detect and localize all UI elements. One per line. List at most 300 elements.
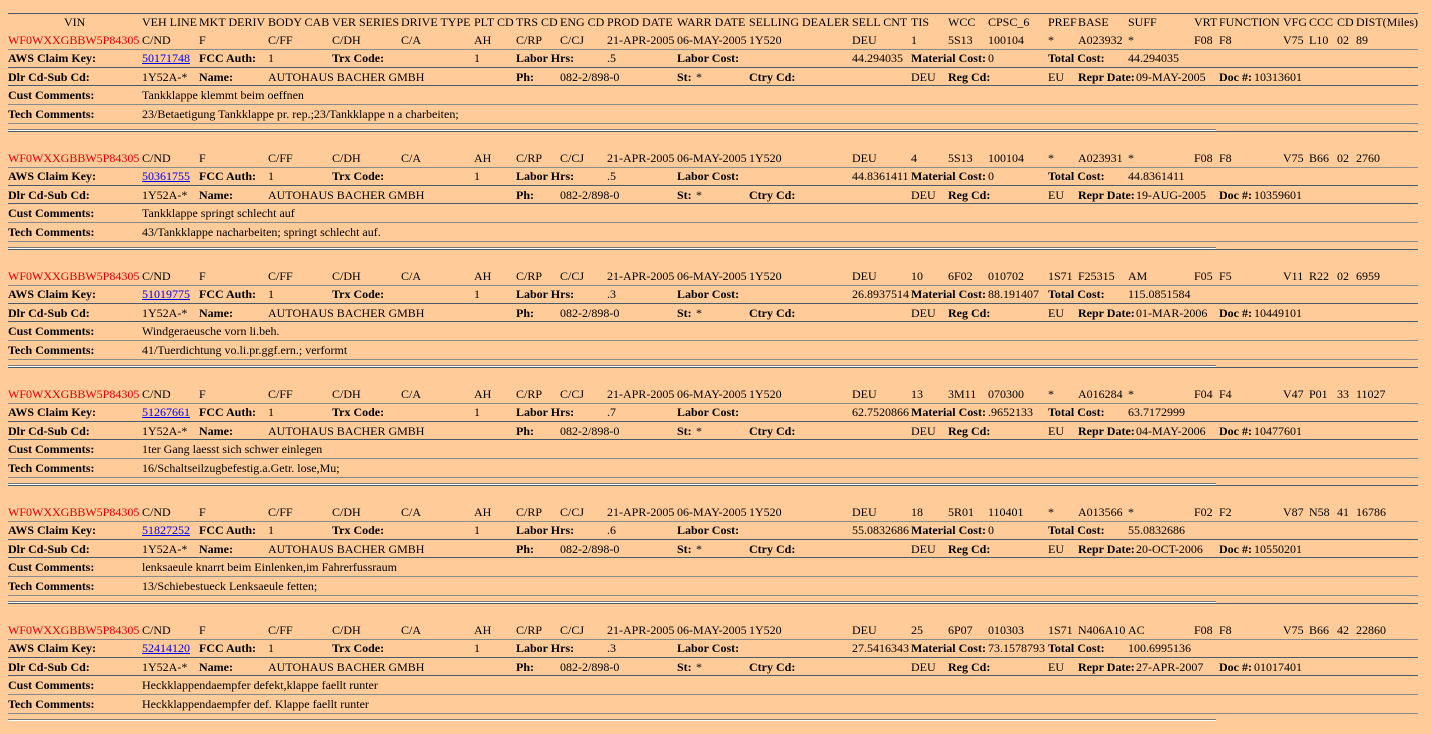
- ccc-value: B66: [1309, 151, 1330, 165]
- total-cost-label: Total Cost:: [1048, 169, 1105, 183]
- material-cost-label: Material Cost:: [911, 641, 986, 655]
- doc-value: 10550201: [1254, 542, 1302, 556]
- dlr-cd-label: Dlr Cd-Sub Cd:: [8, 660, 90, 674]
- trx-code-value: 1: [474, 523, 480, 537]
- claim-key-link[interactable]: 52414120: [142, 641, 190, 655]
- fcc-auth-label: FCC Auth:: [199, 405, 257, 419]
- fcc-auth-value: 1: [268, 51, 274, 65]
- suff-value: *: [1128, 387, 1134, 401]
- ver-series-value: C/DH: [332, 269, 361, 283]
- fcc-auth-label: FCC Auth:: [199, 287, 257, 301]
- ccc-value: L10: [1309, 33, 1329, 47]
- labor-hrs-label: Labor Hrs:: [516, 169, 575, 183]
- labor-cost-label: Labor Cost:: [677, 169, 740, 183]
- tis-value: 1: [911, 33, 917, 47]
- repr-date-value: 01-MAR-2006: [1136, 306, 1208, 320]
- reg-cd-label: Reg Cd:: [948, 306, 991, 320]
- row-divider: [8, 303, 1418, 304]
- dealer-name-value: AUTOHAUS BACHER GMBH: [268, 424, 425, 438]
- header-vfg: VFG: [1283, 15, 1308, 29]
- aws-claim-key-label: AWS Claim Key:: [8, 287, 96, 301]
- eng-cd-value: C/CJ: [560, 151, 585, 165]
- fcc-auth-value: 1: [268, 169, 274, 183]
- header-body-cab: BODY CAB: [268, 15, 330, 29]
- phone-label: Ph:: [516, 660, 534, 674]
- claim-record: [0, 603, 1432, 721]
- cd-value: 33: [1337, 387, 1349, 401]
- row-divider: [8, 367, 1418, 368]
- vin-value: WF0WXXGBBW5P84305: [8, 387, 140, 401]
- repr-date-value: 09-MAY-2005: [1136, 70, 1206, 84]
- tis-value: 4: [911, 151, 917, 165]
- plt-cd-value: AH: [474, 623, 492, 637]
- state-label: St:: [677, 542, 692, 556]
- vrt-value: F05: [1194, 269, 1213, 283]
- dealer-name-value: AUTOHAUS BACHER GMBH: [268, 70, 425, 84]
- row-divider: [8, 713, 1418, 714]
- pref-value: *: [1048, 151, 1054, 165]
- header-wcc: WCC: [948, 15, 976, 29]
- labor-cost-label: Labor Cost:: [677, 51, 740, 65]
- reg-cd-value: EU: [1048, 70, 1064, 84]
- dlr-cd-value: 1Y52A-*: [142, 542, 188, 556]
- total-cost-label: Total Cost:: [1048, 405, 1105, 419]
- dlr-cd-value: 1Y52A-*: [142, 188, 188, 202]
- ctry-cd-value: DEU: [911, 70, 936, 84]
- dlr-cd-label: Dlr Cd-Sub Cd:: [8, 542, 90, 556]
- fcc-auth-value: 1: [268, 641, 274, 655]
- mkt-deriv-value: F: [199, 505, 206, 519]
- vrt-value: F08: [1194, 623, 1213, 637]
- total-cost-value: 55.0832686: [1128, 523, 1185, 537]
- ver-series-value: C/DH: [332, 387, 361, 401]
- material-cost-value: 73.1578793: [988, 641, 1045, 655]
- material-cost-value: 0: [988, 169, 994, 183]
- labor-hrs-value: .7: [607, 405, 616, 419]
- row-divider: [8, 421, 1418, 422]
- row-divider: [8, 85, 1418, 86]
- cust-comments-label: Cust Comments:: [8, 206, 95, 220]
- ctry-cd-label: Ctry Cd:: [749, 188, 796, 202]
- row-divider: [8, 359, 1418, 360]
- header-cpsc: CPSC_6: [988, 15, 1030, 29]
- dealer-name-value: AUTOHAUS BACHER GMBH: [268, 542, 425, 556]
- row-divider: [8, 167, 1418, 168]
- dist-value: 11027: [1356, 387, 1386, 401]
- reg-cd-value: EU: [1048, 660, 1064, 674]
- header-eng-cd: ENG CD: [560, 15, 605, 29]
- tech-comments-label: Tech Comments:: [8, 225, 95, 239]
- state-value: *: [696, 188, 702, 202]
- dlr-cd-label: Dlr Cd-Sub Cd:: [8, 70, 90, 84]
- row-divider: [8, 104, 1418, 105]
- dist-value: 2760: [1356, 151, 1380, 165]
- doc-label: Doc #:: [1219, 70, 1252, 84]
- prod-date-value: 21-APR-2005: [607, 387, 675, 401]
- repr-date-value: 04-MAY-2006: [1136, 424, 1206, 438]
- sell-cnt-value: DEU: [852, 151, 877, 165]
- tech-comments-label: Tech Comments:: [8, 343, 95, 357]
- dist-value: 16786: [1356, 505, 1386, 519]
- dlr-cd-value: 1Y52A-*: [142, 660, 188, 674]
- doc-label: Doc #:: [1219, 188, 1252, 202]
- trx-code-value: 1: [474, 641, 480, 655]
- repr-date-label: Repr Date:: [1078, 306, 1135, 320]
- dealer-name-value: AUTOHAUS BACHER GMBH: [268, 306, 425, 320]
- warr-date-value: 06-MAY-2005: [677, 505, 747, 519]
- doc-label: Doc #:: [1219, 306, 1252, 320]
- header-veh-line: VEH LINE: [142, 15, 197, 29]
- prod-date-value: 21-APR-2005: [607, 623, 675, 637]
- reg-cd-value: EU: [1048, 424, 1064, 438]
- material-cost-label: Material Cost:: [911, 523, 986, 537]
- header-tis: TIS: [911, 15, 929, 29]
- pref-value: *: [1048, 387, 1054, 401]
- labor-cost-label: Labor Cost:: [677, 523, 740, 537]
- vfg-value: V11: [1283, 269, 1304, 283]
- doc-label: Doc #:: [1219, 424, 1252, 438]
- header-pref: PREF: [1048, 15, 1077, 29]
- phone-value: 082-2/898-0: [560, 70, 620, 84]
- total-cost-value: 63.7172999: [1128, 405, 1185, 419]
- dealer-name-value: AUTOHAUS BACHER GMBH: [268, 660, 425, 674]
- prod-date-value: 21-APR-2005: [607, 151, 675, 165]
- function-value: F2: [1219, 505, 1232, 519]
- labor-cost-value: 27.5416343: [852, 641, 909, 655]
- cust-comments-label: Cust Comments:: [8, 560, 95, 574]
- warr-date-value: 06-MAY-2005: [677, 269, 747, 283]
- warr-date-value: 06-MAY-2005: [677, 151, 747, 165]
- reg-cd-label: Reg Cd:: [948, 424, 991, 438]
- tis-value: 13: [911, 387, 923, 401]
- cust-comments-label: Cust Comments:: [8, 324, 95, 338]
- total-cost-label: Total Cost:: [1048, 287, 1105, 301]
- tech-comments-label: Tech Comments:: [8, 697, 95, 711]
- labor-cost-label: Labor Cost:: [677, 287, 740, 301]
- drive-type-value: C/A: [401, 623, 422, 637]
- material-cost-label: Material Cost:: [911, 51, 986, 65]
- claim-key-link[interactable]: 50171748: [142, 51, 190, 65]
- eng-cd-value: C/CJ: [560, 623, 585, 637]
- vrt-value: F08: [1194, 33, 1213, 47]
- header-warr-date: WARR DATE: [677, 15, 746, 29]
- state-value: *: [696, 424, 702, 438]
- trx-code-label: Trx Code:: [332, 169, 385, 183]
- reg-cd-value: EU: [1048, 306, 1064, 320]
- tis-value: 25: [911, 623, 923, 637]
- body-cab-value: C/FF: [268, 623, 293, 637]
- prod-date-value: 21-APR-2005: [607, 505, 675, 519]
- base-value: F25315: [1078, 269, 1115, 283]
- claim-record: [0, 13, 1432, 131]
- base-value: A016284: [1078, 387, 1123, 401]
- labor-cost-value: 44.294035: [852, 51, 903, 65]
- tis-value: 10: [911, 269, 923, 283]
- claim-record: [0, 485, 1432, 603]
- ccc-value: P01: [1309, 387, 1328, 401]
- repr-date-label: Repr Date:: [1078, 542, 1135, 556]
- row-divider: [8, 485, 1418, 486]
- header-mkt-deriv: MKT DERIV: [199, 15, 266, 29]
- doc-value: 10313601: [1254, 70, 1302, 84]
- header-vin: VIN: [64, 15, 86, 29]
- dlr-cd-value: 1Y52A-*: [142, 306, 188, 320]
- labor-hrs-value: .5: [607, 51, 616, 65]
- header-base: BASE: [1078, 15, 1109, 29]
- ctry-cd-value: DEU: [911, 188, 936, 202]
- wcc-value: 5S13: [948, 33, 973, 47]
- ccc-value: B66: [1309, 623, 1330, 637]
- phone-value: 082-2/898-0: [560, 660, 620, 674]
- header-suff: SUFF: [1128, 15, 1157, 29]
- tech-comments-value: 23/Betaetigung Tankklappe pr. rep.;23/Tankklappe n a charbeiten;: [142, 107, 459, 121]
- body-cab-value: C/FF: [268, 269, 293, 283]
- tech-comments-label: Tech Comments:: [8, 579, 95, 593]
- claim-record: [0, 131, 1432, 249]
- trx-code-value: 1: [474, 405, 480, 419]
- base-value: N406A10: [1078, 623, 1126, 637]
- function-value: F8: [1219, 33, 1232, 47]
- row-divider: [8, 222, 1418, 223]
- claim-key-link[interactable]: 51019775: [142, 287, 190, 301]
- ver-series-value: C/DH: [332, 33, 361, 47]
- wcc-value: 3M11: [948, 387, 977, 401]
- warr-date-value: 06-MAY-2005: [677, 387, 747, 401]
- cd-value: 02: [1337, 151, 1349, 165]
- dealer-name-label: Name:: [199, 660, 233, 674]
- dealer-name-label: Name:: [199, 188, 233, 202]
- suff-value: AM: [1128, 269, 1148, 283]
- trx-code-value: 1: [474, 51, 480, 65]
- trx-code-label: Trx Code:: [332, 523, 385, 537]
- material-cost-value: .9652133: [988, 405, 1033, 419]
- warr-date-value: 06-MAY-2005: [677, 623, 747, 637]
- trs-cd-value: C/RP: [516, 505, 543, 519]
- vfg-value: V75: [1283, 151, 1304, 165]
- material-cost-value: 88.191407: [988, 287, 1039, 301]
- vrt-value: F04: [1194, 387, 1213, 401]
- row-divider: [8, 576, 1418, 577]
- state-label: St:: [677, 188, 692, 202]
- ccc-value: N58: [1309, 505, 1330, 519]
- repr-date-value: 27-APR-2007: [1136, 660, 1204, 674]
- wcc-value: 5R01: [948, 505, 975, 519]
- fcc-auth-value: 1: [268, 405, 274, 419]
- cust-comments-value: Windgeraeusche vorn li.beh.: [142, 324, 280, 338]
- ctry-cd-value: DEU: [911, 542, 936, 556]
- claim-key-link[interactable]: 51827252: [142, 523, 190, 537]
- vrt-value: F02: [1194, 505, 1213, 519]
- ver-series-value: C/DH: [332, 623, 361, 637]
- eng-cd-value: C/CJ: [560, 269, 585, 283]
- ctry-cd-label: Ctry Cd:: [749, 542, 796, 556]
- header-function: FUNCTION: [1219, 15, 1280, 29]
- vfg-value: V75: [1283, 623, 1304, 637]
- doc-value: 10477601: [1254, 424, 1302, 438]
- row-divider: [8, 13, 1418, 14]
- vin-value: WF0WXXGBBW5P84305: [8, 623, 140, 637]
- fcc-auth-label: FCC Auth:: [199, 641, 257, 655]
- selling-dealer-value: 1Y520: [749, 151, 782, 165]
- row-divider: [8, 123, 1418, 124]
- row-divider: [8, 458, 1418, 459]
- header-prod-date: PROD DATE: [607, 15, 673, 29]
- sell-cnt-value: DEU: [852, 623, 877, 637]
- repr-date-value: 19-AUG-2005: [1136, 188, 1206, 202]
- function-value: F5: [1219, 269, 1232, 283]
- doc-label: Doc #:: [1219, 542, 1252, 556]
- cd-value: 41: [1337, 505, 1349, 519]
- phone-value: 082-2/898-0: [560, 424, 620, 438]
- state-label: St:: [677, 660, 692, 674]
- doc-value: 01017401: [1254, 660, 1302, 674]
- row-divider: [8, 603, 1418, 604]
- trs-cd-value: C/RP: [516, 33, 543, 47]
- aws-claim-key-label: AWS Claim Key:: [8, 641, 96, 655]
- total-cost-value: 115.0851584: [1128, 287, 1191, 301]
- vrt-value: F08: [1194, 151, 1213, 165]
- row-divider: [8, 241, 1418, 242]
- labor-hrs-label: Labor Hrs:: [516, 523, 575, 537]
- row-divider: [8, 521, 1418, 522]
- wcc-value: 5S13: [948, 151, 973, 165]
- ctry-cd-label: Ctry Cd:: [749, 660, 796, 674]
- row-divider: [8, 321, 1418, 322]
- state-value: *: [696, 70, 702, 84]
- labor-cost-value: 26.8937514: [852, 287, 909, 301]
- aws-claim-key-label: AWS Claim Key:: [8, 51, 96, 65]
- repr-date-label: Repr Date:: [1078, 188, 1135, 202]
- cust-comments-value: Tankklappe klemmt beim oeffnen: [142, 88, 304, 102]
- tech-comments-value: 41/Tuerdichtung vo.li.pr.ggf.ern.; verformt: [142, 343, 348, 357]
- doc-label: Doc #:: [1219, 660, 1252, 674]
- vfg-value: V87: [1283, 505, 1304, 519]
- veh-line-value: C/ND: [142, 33, 171, 47]
- dealer-name-label: Name:: [199, 70, 233, 84]
- plt-cd-value: AH: [474, 505, 492, 519]
- cust-comments-label: Cust Comments:: [8, 442, 95, 456]
- state-label: St:: [677, 306, 692, 320]
- material-cost-value: 0: [988, 51, 994, 65]
- drive-type-value: C/A: [401, 151, 422, 165]
- plt-cd-value: AH: [474, 33, 492, 47]
- mkt-deriv-value: F: [199, 151, 206, 165]
- total-cost-value: 44.294035: [1128, 51, 1179, 65]
- warr-date-value: 06-MAY-2005: [677, 33, 747, 47]
- ver-series-value: C/DH: [332, 151, 361, 165]
- row-divider: [8, 203, 1418, 204]
- doc-value: 10449101: [1254, 306, 1302, 320]
- selling-dealer-value: 1Y520: [749, 623, 782, 637]
- tech-comments-label: Tech Comments:: [8, 461, 95, 475]
- cust-comments-value: 1ter Gang laesst sich schwer einlegen: [142, 442, 323, 456]
- row-divider: [8, 249, 1418, 250]
- header-drive-type: DRIVE TYPE: [401, 15, 471, 29]
- wcc-value: 6F02: [948, 269, 973, 283]
- reg-cd-label: Reg Cd:: [948, 660, 991, 674]
- labor-hrs-value: .5: [607, 169, 616, 183]
- plt-cd-value: AH: [474, 387, 492, 401]
- fcc-auth-value: 1: [268, 523, 274, 537]
- reg-cd-label: Reg Cd:: [948, 70, 991, 84]
- row-divider: [8, 657, 1418, 658]
- phone-value: 082-2/898-0: [560, 306, 620, 320]
- dlr-cd-label: Dlr Cd-Sub Cd:: [8, 424, 90, 438]
- plt-cd-value: AH: [474, 269, 492, 283]
- state-value: *: [696, 306, 702, 320]
- header-vrt: VRT: [1194, 15, 1218, 29]
- labor-hrs-label: Labor Hrs:: [516, 641, 575, 655]
- suff-value: *: [1128, 151, 1134, 165]
- labor-cost-value: 55.0832686: [852, 523, 909, 537]
- labor-cost-value: 62.7520866: [852, 405, 909, 419]
- row-divider: [8, 439, 1418, 440]
- header-plt-cd: PLT CD: [474, 15, 514, 29]
- labor-hrs-value: .6: [607, 523, 616, 537]
- trs-cd-value: C/RP: [516, 623, 543, 637]
- claim-record: [0, 249, 1432, 367]
- state-label: St:: [677, 70, 692, 84]
- veh-line-value: C/ND: [142, 623, 171, 637]
- cust-comments-label: Cust Comments:: [8, 88, 95, 102]
- mkt-deriv-value: F: [199, 623, 206, 637]
- cust-comments-value: lenksaeule knarrt beim Einlenken,im Fahrerfussraum: [142, 560, 397, 574]
- row-divider: [8, 595, 1418, 596]
- prod-date-value: 21-APR-2005: [607, 269, 675, 283]
- claim-key-link[interactable]: 51267661: [142, 405, 190, 419]
- cpsc-value: 010303: [988, 623, 1024, 637]
- selling-dealer-value: 1Y520: [749, 33, 782, 47]
- trx-code-value: 1: [474, 287, 480, 301]
- trs-cd-value: C/RP: [516, 269, 543, 283]
- cpsc-value: 010702: [988, 269, 1024, 283]
- repr-date-label: Repr Date:: [1078, 660, 1135, 674]
- cust-comments-value: Heckklappendaempfer defekt,klappe faellt runter: [142, 678, 378, 692]
- material-cost-label: Material Cost:: [911, 287, 986, 301]
- row-divider: [8, 639, 1418, 640]
- phone-value: 082-2/898-0: [560, 188, 620, 202]
- base-value: A023932: [1078, 33, 1123, 47]
- row-divider: [8, 477, 1418, 478]
- dlr-cd-value: 1Y52A-*: [142, 70, 188, 84]
- row-divider: [8, 285, 1418, 286]
- drive-type-value: C/A: [401, 505, 422, 519]
- state-label: St:: [677, 424, 692, 438]
- row-divider: [8, 403, 1418, 404]
- total-cost-value: 44.8361411: [1128, 169, 1185, 183]
- eng-cd-value: C/CJ: [560, 33, 585, 47]
- tech-comments-value: 13/Schiebestueck Lenksaeule fetten;: [142, 579, 318, 593]
- ctry-cd-label: Ctry Cd:: [749, 70, 796, 84]
- tech-comments-value: Heckklappendaempfer def. Klappe faellt runter: [142, 697, 369, 711]
- repr-date-label: Repr Date:: [1078, 70, 1135, 84]
- fcc-auth-label: FCC Auth:: [199, 523, 257, 537]
- labor-cost-label: Labor Cost:: [677, 405, 740, 419]
- body-cab-value: C/FF: [268, 151, 293, 165]
- suff-value: *: [1128, 33, 1134, 47]
- trx-code-label: Trx Code:: [332, 405, 385, 419]
- vfg-value: V47: [1283, 387, 1304, 401]
- total-cost-value: 100.6995136: [1128, 641, 1191, 655]
- claim-key-link[interactable]: 50361755: [142, 169, 190, 183]
- header-dist: DIST(Miles): [1356, 15, 1418, 29]
- phone-label: Ph:: [516, 306, 534, 320]
- pref-value: *: [1048, 505, 1054, 519]
- function-value: F4: [1219, 387, 1232, 401]
- trx-code-label: Trx Code:: [332, 287, 385, 301]
- trx-code-label: Trx Code:: [332, 641, 385, 655]
- ctry-cd-label: Ctry Cd:: [749, 424, 796, 438]
